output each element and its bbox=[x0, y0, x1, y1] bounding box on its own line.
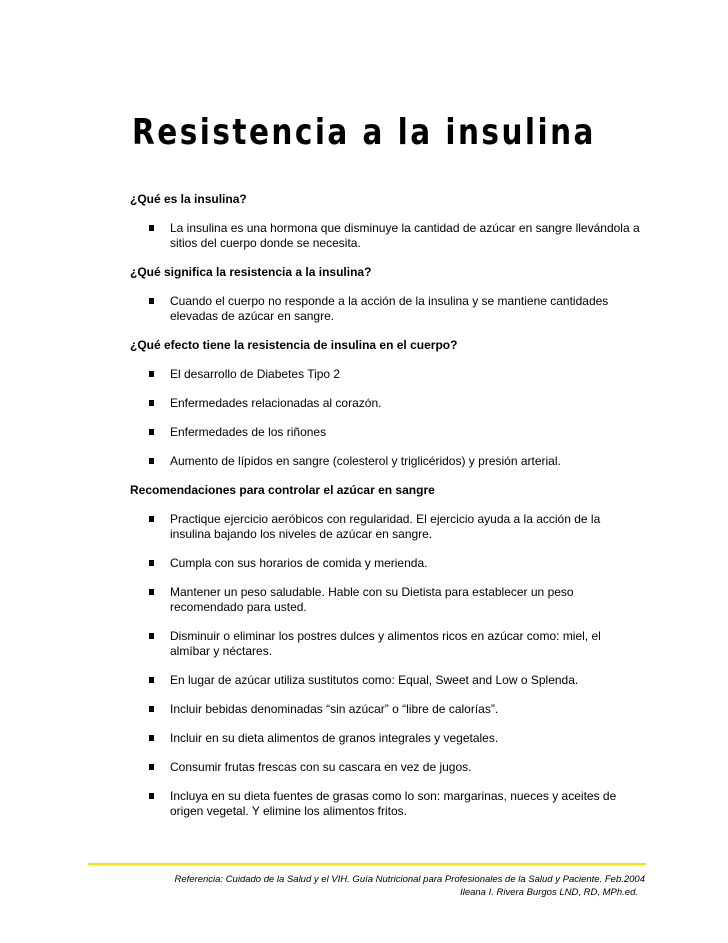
page-title: Resistencia a la insulina bbox=[132, 112, 596, 153]
square-bullet-icon bbox=[149, 589, 154, 595]
list-item: Incluir bebidas denominadas “sin azúcar” o “libre de calorías”. bbox=[130, 702, 640, 717]
document-body bbox=[130, 192, 640, 833]
square-bullet-icon bbox=[149, 793, 154, 799]
list-item: Cuando el cuerpo no responde a la acción de la insulina y se mantiene cantidades elevadas de azúcar en sangre. bbox=[130, 294, 640, 324]
square-bullet-icon bbox=[149, 458, 154, 464]
square-bullet-icon bbox=[149, 560, 154, 566]
list-item: Aumento de lípidos en sangre (colesterol y triglicéridos) y presión arterial. bbox=[130, 454, 640, 469]
section-resistance-meaning bbox=[130, 265, 640, 324]
section-recommendations bbox=[130, 483, 640, 819]
section-heading: Recomendaciones para controlar el azúcar en sangre bbox=[130, 483, 435, 497]
square-bullet-icon bbox=[149, 735, 154, 741]
list-item: Consumir frutas frescas con su cascara en vez de jugos. bbox=[130, 760, 640, 775]
square-bullet-icon bbox=[149, 633, 154, 639]
square-bullet-icon bbox=[149, 371, 154, 377]
list-item: Enfermedades de los riñones bbox=[130, 425, 640, 440]
list-item: Disminuir o eliminar los postres dulces y alimentos ricos en azúcar como: miel, el almíbar y néctares. bbox=[130, 629, 640, 659]
square-bullet-icon bbox=[149, 764, 154, 770]
square-bullet-icon bbox=[149, 706, 154, 712]
square-bullet-icon bbox=[149, 429, 154, 435]
list-item: El desarrollo de Diabetes Tipo 2 bbox=[130, 367, 640, 382]
footer-author: Ileana I. Rivera Burgos LND, RD, MPh.ed. bbox=[460, 887, 638, 898]
section-heading: ¿Qué es la insulina? bbox=[130, 192, 247, 206]
list-item: En lugar de azúcar utiliza sustitutos como: Equal, Sweet and Low o Splenda. bbox=[130, 673, 640, 688]
square-bullet-icon bbox=[149, 298, 154, 304]
square-bullet-icon bbox=[149, 400, 154, 406]
footer-divider bbox=[88, 863, 646, 865]
list-item: Enfermedades relacionadas al corazón. bbox=[130, 396, 640, 411]
square-bullet-icon bbox=[149, 677, 154, 683]
section-effects bbox=[130, 338, 640, 469]
section-heading: ¿Qué significa la resistencia a la insulina? bbox=[130, 265, 372, 279]
list-item: Mantener un peso saludable. Hable con su Dietista para establecer un peso recomendado para usted. bbox=[130, 585, 640, 615]
list-item: Cumpla con sus horarios de comida y merienda. bbox=[130, 556, 640, 571]
square-bullet-icon bbox=[149, 516, 154, 522]
section-what-is-insulin bbox=[130, 192, 640, 251]
section-heading: ¿Qué efecto tiene la resistencia de insulina en el cuerpo? bbox=[130, 338, 458, 352]
list-item: Incluir en su dieta alimentos de granos integrales y vegetales. bbox=[130, 731, 640, 746]
list-item: La insulina es una hormona que disminuye la cantidad de azúcar en sangre llevándola a sitios del cuerpo donde se necesita. bbox=[130, 221, 640, 251]
footer-reference: Referencia: Cuidado de la Salud y el VIH. Guía Nutricional para Profesionales de la Salud y Paciente. Feb.2004 bbox=[174, 874, 645, 885]
list-item: Practique ejercicio aeróbicos con regularidad. El ejercicio ayuda a la acción de la insulina bajando los niveles de azúcar en sangre. bbox=[130, 512, 640, 542]
list-item: Incluya en su dieta fuentes de grasas como lo son: margarinas, nueces y aceites de origen vegetal. Y elimine los alimentos fritos. bbox=[130, 789, 640, 819]
square-bullet-icon bbox=[149, 225, 154, 231]
